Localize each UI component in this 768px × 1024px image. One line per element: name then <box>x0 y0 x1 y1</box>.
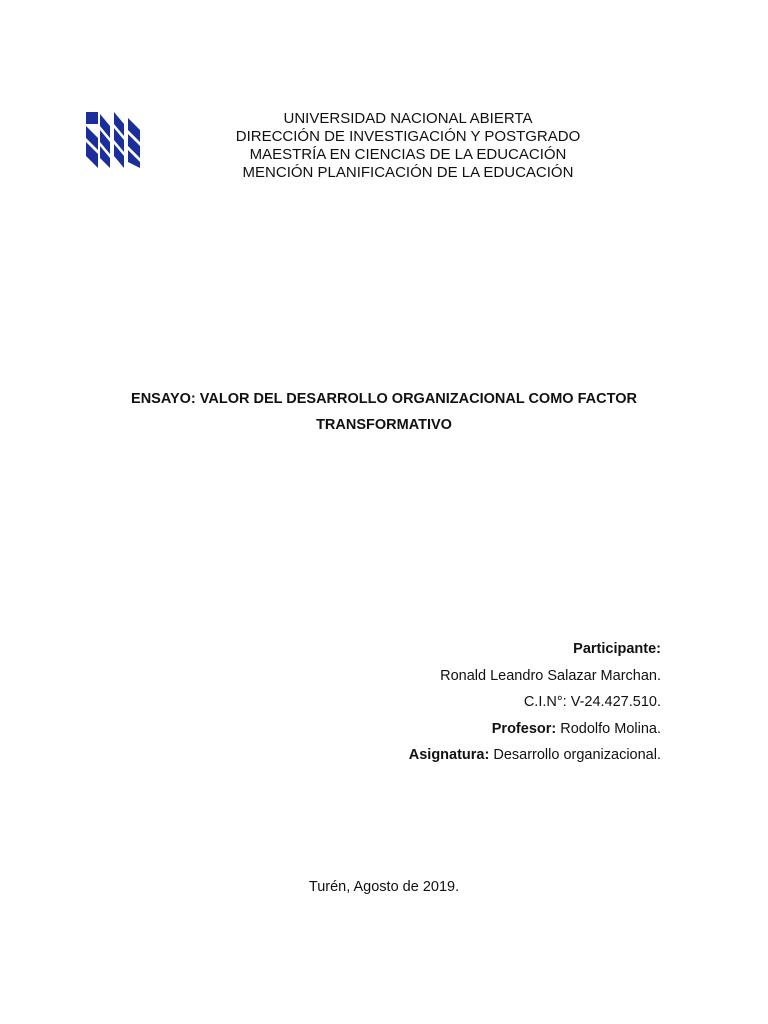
header-line-direction: DIRECCIÓN DE INVESTIGACIÓN Y POSTGRADO <box>235 128 581 145</box>
header-line-masters: MAESTRÍA EN CIENCIAS DE LA EDUCACIÓN <box>249 146 567 163</box>
participant-name: Ronald Leandro Salazar Marchan. <box>440 667 661 684</box>
place-date: Turén, Agosto de 2019. <box>308 879 460 895</box>
header-line-mention: MENCIÓN PLANIFICACIÓN DE LA EDUCACIÓN <box>242 164 574 181</box>
header-line-university: UNIVERSIDAD NACIONAL ABIERTA <box>283 110 533 127</box>
participant-label: Participante: <box>573 641 661 657</box>
author-info-block <box>409 636 661 769</box>
professor-line <box>409 716 661 743</box>
subject-name: Desarrollo organizacional. <box>489 747 661 764</box>
essay-title-line-1: ENSAYO: VALOR DEL DESARROLLO ORGANIZACIONAL COMO FACTOR <box>131 391 637 407</box>
institution-header <box>0 110 768 182</box>
id-number: C.I.N°: V-24.427.510. <box>523 694 661 711</box>
essay-title-line-2: TRANSFORMATIVO <box>316 417 452 433</box>
subject-line <box>409 742 661 769</box>
professor-name: Rodolfo Molina. <box>556 720 661 737</box>
professor-label: Profesor: <box>491 720 557 737</box>
essay-title <box>0 386 768 438</box>
subject-label: Asignatura: <box>408 747 490 764</box>
